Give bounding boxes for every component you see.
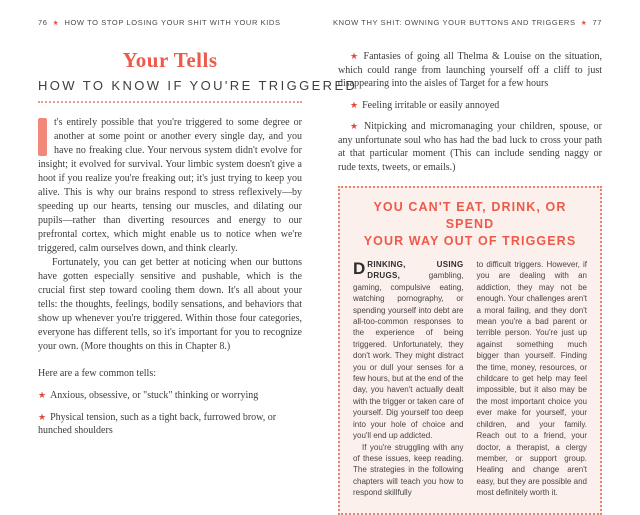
callout-box (338, 186, 602, 515)
callout-col1-paragraph-1 (353, 259, 464, 442)
callout-title (353, 199, 587, 250)
body-paragraph-2: Fortunately, you can get better at noticing when our buttons have gotten especially sensitive and pushable, which is the crucial first step toward cooling them down. It's all about your tells: the thoughts, feelings, bodily sensations, and behaviors that show up whenever you're triggered. Within those four categories, everyone has different tells, so it's important for you to recognize your own. (More thoughts on this in Chapter 8.) (38, 257, 302, 352)
callout-column-2 (477, 259, 588, 499)
body-copy (38, 116, 302, 354)
page-number-left: 76 (38, 18, 48, 27)
body-paragraph-1 (38, 116, 302, 256)
star-icon: ★ (580, 19, 588, 27)
page-number-right: 77 (592, 18, 602, 27)
callout-col1-text: gambling, gaming, compulsive eating, watching pornography, or spending yourself into debt are all-too-common responses to the experience of being triggered. Unfortunately, they don't work. They might distract you or dull your senses for a few hours, but at the end of the day, you haven't actually dealt with the trigger or taken care of yourself. Dig yourself too deep into your hole of choice and you'll end up addicted. (353, 271, 464, 441)
bullet-text: Feeling irritable or easily annoyed (362, 99, 500, 111)
running-header-left (38, 18, 302, 27)
callout-col1-paragraph-2: If you're struggling with any of these issues, keep reading. The strategies in the following chapters will teach you how to respond skillfully (353, 442, 464, 498)
section-subtitle: HOW TO KNOW IF YOU'RE TRIGGERED (38, 78, 358, 93)
callout-lead-text: RINKING, USING DRUGS, (367, 260, 464, 281)
star-icon: ★ (38, 411, 47, 422)
page-right (333, 18, 602, 515)
bullet-text: Anxious, obsessive, or "stuck" thinking or worrying (50, 390, 259, 401)
callout-title-line2: YOUR WAY OUT OF TRIGGERS (363, 234, 577, 248)
page-left (38, 18, 358, 438)
callout-columns (353, 259, 587, 499)
callout-column-1 (353, 259, 464, 499)
bullet-item (338, 50, 602, 91)
callout-title-line1: YOU CAN'T EAT, DRINK, OR SPEND (373, 200, 567, 231)
list-intro: Here are a few common tells: (38, 368, 157, 379)
star-icon: ★ (38, 390, 47, 400)
bullet-list-right (338, 50, 602, 174)
callout-col2-paragraph: to difficult triggers. However, if you are dealing with an addiction, they may not be enough. Your challenges aren't a moral failing, and they don't mean you're a bad parent or terrible person. You're just up against something much bigger than yourself. Finding the time, money, resources, or childcare to get help may feel impossible, but it also may be the most important choice you ever make for yourself, your children, and your family. Reach out to a friend, your doctor, a therapist, a clergy member, or support group. Healing and change aren't easy, but they are possible and most definitely worth it. (476, 260, 587, 498)
bullet-text: Fantasies of going all Thelma & Louise on the situation, which could range from launching yourself off a cliff to just disappearing into the aisles of Target for a few hours (338, 51, 602, 89)
bullet-item (338, 120, 602, 174)
section-title: Your Tells (122, 48, 218, 72)
dotted-divider (38, 101, 302, 103)
drop-cap-d: D (353, 259, 366, 278)
bullet-item (38, 411, 302, 438)
bullet-list-left (38, 389, 302, 438)
running-header-right (333, 18, 602, 27)
bullet-text: Nitpicking and micromanaging your children, spouse, or any unfortunate soul who has had the bad luck to cross your path at that particular moment (This can include sending naggy or rude texts, tweets, or emails.) (338, 121, 602, 173)
bullet-item (338, 99, 602, 113)
drop-cap-i (38, 118, 47, 156)
star-icon: ★ (350, 51, 360, 61)
bullet-item (38, 389, 302, 403)
bullet-text: Physical tension, such as a tight back, furrowed brow, or hunched shoulders (38, 411, 277, 436)
running-header-title-left: HOW TO STOP LOSING YOUR SHIT WITH YOUR KIDS (64, 18, 281, 27)
star-icon: ★ (350, 99, 359, 110)
star-icon: ★ (350, 121, 360, 131)
running-header-title-right: KNOW THY SHIT: OWNING YOUR BUTTONS AND TRIGGERS (333, 18, 576, 27)
star-icon: ★ (52, 19, 60, 27)
paragraph-1-text: t's entirely possible that you're triggered to some degree or another at some point or another every single day, and you have no freaking clue. Your nervous system didn't evolve for insight; it evolved for survival. Your limbic system doesn't give a hoot if you realize you're freaking out; it's just trying to keep you alive. This is why our brains respond to stress reflexively—by speeding up our hearts, tensing our muscles, and dilating our pupils—rather than diverting resources and energy to our prefrontal cortex, which might enable us to notice when we're triggered, calm ourselves down, and think clearly. (38, 117, 302, 254)
